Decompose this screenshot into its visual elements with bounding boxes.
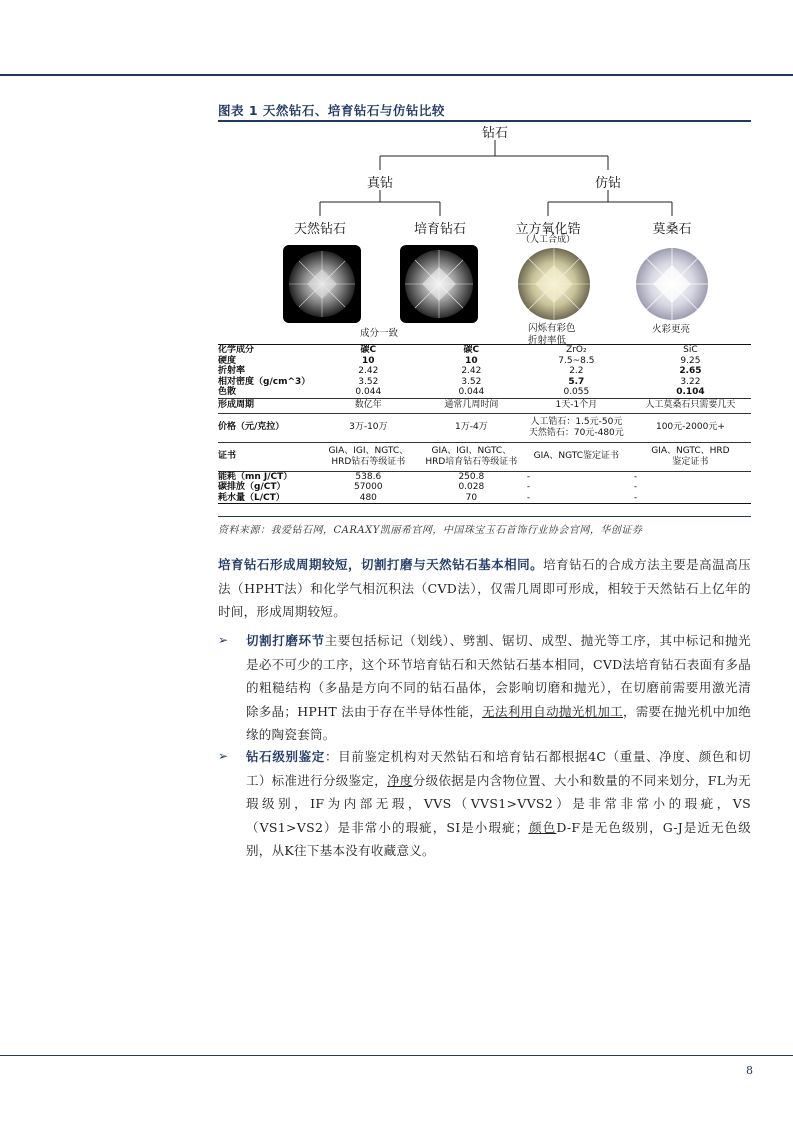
natural-diamond-image xyxy=(283,245,361,323)
paragraph-grading: 钻石级别鉴定：目前鉴定机构对天然钻石和培育钻石都根据4C（重量、净度、颜色和切工）标准进行分级鉴定，净度分级依据是内含物位置、大小和数量的不同来划分，FL为无瑕级别，IF为内部无瑕，VVS（VVS1>VVS2）是非常非常小的瑕疵，VS（VS1>VS2）是非常小的瑕疵，SI是小瑕疵；颜色D-F是无色级别，G-J是近无色级别，从K往下基本没有收藏意义。 xyxy=(246,749,752,858)
table-row: 色散 0.044 0.044 0.055 0.104 xyxy=(218,387,705,397)
tree-root: 钻石 xyxy=(481,126,508,141)
table-row: 相对密度（g/cm^3） 3.52 3.52 5.7 3.22 xyxy=(218,376,701,387)
bullet-icon: ➢ xyxy=(218,749,229,763)
figure-bottom-rule xyxy=(218,516,751,517)
footer-rule xyxy=(0,1055,793,1056)
bullet-heading: 切割打磨环节 xyxy=(246,633,325,648)
table-row: 能耗（mn J/CT） 538.6 250.8 - - xyxy=(218,471,751,482)
tree-branch-real: 真钻 xyxy=(366,176,393,191)
bullet-heading: 钻石级别鉴定 xyxy=(246,749,325,764)
note-cz-1: 闪烁有彩色 xyxy=(528,323,576,334)
tree-leaf-lab: 培育钻石 xyxy=(413,222,466,237)
paragraph-formation: 培育钻石形成周期较短，切割打磨与天然钻石基本相同。培育钻石的合成方法主要是高温高压法（HPHT法）和化学气相沉积法（CVD法），仅需几周即可形成，相较于天然钻石上亿年的时间，形成周期较短。 xyxy=(218,557,751,619)
table-row: 耗水量（L/CT） 480 70 - - xyxy=(218,493,751,504)
header-rule xyxy=(0,74,793,76)
table-row: 折射率 2.42 2.42 2.2 2.65 xyxy=(218,366,702,376)
tree-leaf-moissanite: 莫桑石 xyxy=(652,222,692,237)
paragraph-cutting: 切割打磨环节主要包括标记（划线）、劈割、锯切、成型、抛光等工序，其中标记和抛光是必不可少的工序，这个环节培育钻石和天然钻石基本相同，CVD法培育钻石表面有多晶的粗糙结构（多晶是方向不同的钻石晶体，会影响切磨和抛光），在切磨前需要用激光清除多晶；HPHT 法由于存在半导体性能，无法利用自动抛光机加工，需要在抛光机中加绝缘的陶瓷套筒。 xyxy=(246,633,751,742)
table-row: 价格（元/克拉） 3万-10万 1万-4万 人工锆石：1.5元-50元 天然锆石：70元-480元 100元-2000元+ xyxy=(218,413,751,442)
paragraph-heading: 培育钻石形成周期较短，切割打磨与天然钻石基本相同。 xyxy=(218,557,544,572)
note-moissanite: 火彩更亮 xyxy=(652,324,691,335)
note-cz-2: 折射率低 xyxy=(528,335,567,346)
tree-leaf-cz-sub: （人工合成） xyxy=(520,235,575,245)
table-row: 化学成分 碳C 碳C ZrO₂ SiC xyxy=(218,345,751,356)
tree-leaf-natural: 天然钻石 xyxy=(293,222,346,237)
table-row: 碳排放（g/CT） 57000 0.028 - - xyxy=(218,482,638,492)
tree-leaf-cz: 立方氧化锆 xyxy=(515,222,581,237)
moissanite-image xyxy=(633,245,711,323)
comparison-table xyxy=(218,344,751,504)
figure-title: 图表 1 天然钻石、培育钻石与仿钻比较 xyxy=(218,103,445,118)
page-number: 8 xyxy=(746,1064,753,1077)
figure-source: 资料来源：我爱钻石网，CARAXY凯丽希官网，中国珠宝玉石首饰行业协会官网，华创证券 xyxy=(218,525,643,536)
table-row: 硬度 10 10 7.5~8.5 9.25 xyxy=(218,355,701,366)
table-row: 证书 GIA、IGI、NGTC、 HRD钻石等级证书 GIA、IGI、NGTC、 HRD培育钻石等级证书 GIA、NGTC鉴定证书 GIA、NGTC、HRD 鉴定证书 xyxy=(218,442,751,471)
cubic-zirconia-image xyxy=(515,245,593,323)
tree-branch-fake: 仿钻 xyxy=(594,176,621,191)
table-row: 形成周期 数亿年 通常几周时间 1天-1个月 人工莫桑石只需要几天 xyxy=(218,398,751,413)
lab-diamond-image xyxy=(400,245,478,323)
note-same-composition: 成分一致 xyxy=(360,328,399,339)
bullet-icon: ➢ xyxy=(218,633,229,647)
